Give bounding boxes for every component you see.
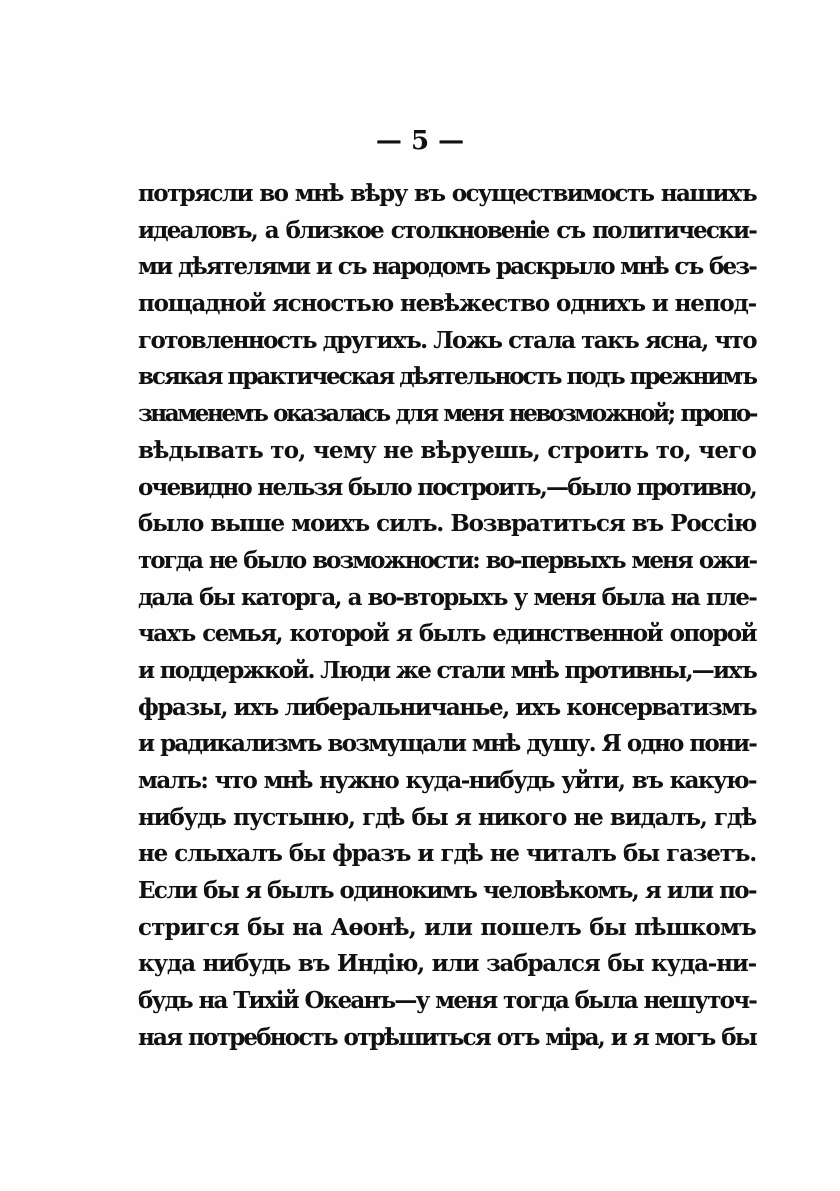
text-line: Если бы я былъ одинокимъ человѣкомъ, я или по-	[138, 877, 756, 905]
text-line: было выше моихъ силъ. Возвратиться въ Россію	[138, 510, 756, 538]
text-line: вѣдывать то, чему не вѣруешь, строить то, чего	[138, 436, 756, 464]
text-line: ная потребность отрѣшиться отъ міра, и я могъ бы	[138, 1023, 756, 1051]
text-line: и поддержкой. Люди же стали мнѣ противны,—ихъ	[138, 656, 756, 684]
text-line: знаменемъ оказалась для меня невозможной; пропо-	[138, 400, 756, 428]
text-line: куда нибудь въ Индію, или забрался бы куда-ни-	[138, 950, 756, 978]
text-line: нибудь пустыню, гдѣ бы я никого не видалъ, гдѣ	[138, 803, 756, 831]
text-line: дала бы каторга, а во-вторыхъ у меня была на пле-	[138, 583, 756, 611]
page-number: — 5 —	[375, 126, 465, 156]
text-line: чахъ семья, которой я былъ единственной опорой	[138, 620, 756, 648]
text-line: пощадной ясностью невѣжество однихъ и непод-	[138, 290, 756, 318]
text-line: не слыхалъ бы фразъ и гдѣ не читалъ бы газетъ.	[138, 840, 756, 868]
text-line: готовленность другихъ. Ложь стала такъ ясна, что	[138, 326, 756, 354]
text-line: малъ: что мнѣ нужно куда-нибудь уйти, въ какую-	[138, 767, 756, 794]
text-line: тогда не было возможности: во-первыхъ меня ожи-	[138, 546, 756, 574]
text-line: идеаловъ, а близкое столкновеніе съ политически-	[138, 216, 756, 244]
text-line: всякая практическая дѣятельность подъ прежнимъ	[138, 363, 756, 391]
text-line: потрясли во мнѣ вѣру въ осуществимость нашихъ	[138, 180, 756, 207]
text-line: будь на Тихій Океанъ—у меня тогда была нешуточ-	[138, 987, 756, 1015]
body-text	[138, 176, 756, 1057]
text-line: ми дѣятелями и съ народомъ раскрыло мнѣ съ без-	[138, 253, 756, 281]
text-line: фразы, ихъ либеральничанье, ихъ консерватизмъ	[138, 693, 757, 721]
text-line: очевидно нельзя было построить,—было противно,	[138, 473, 756, 501]
text-line: и радикализмъ возмущали мнѣ душу. Я одно пони-	[138, 730, 756, 758]
text-line: стригся бы на Аѳонѣ, или пошелъ бы пѣшкомъ	[138, 913, 756, 941]
